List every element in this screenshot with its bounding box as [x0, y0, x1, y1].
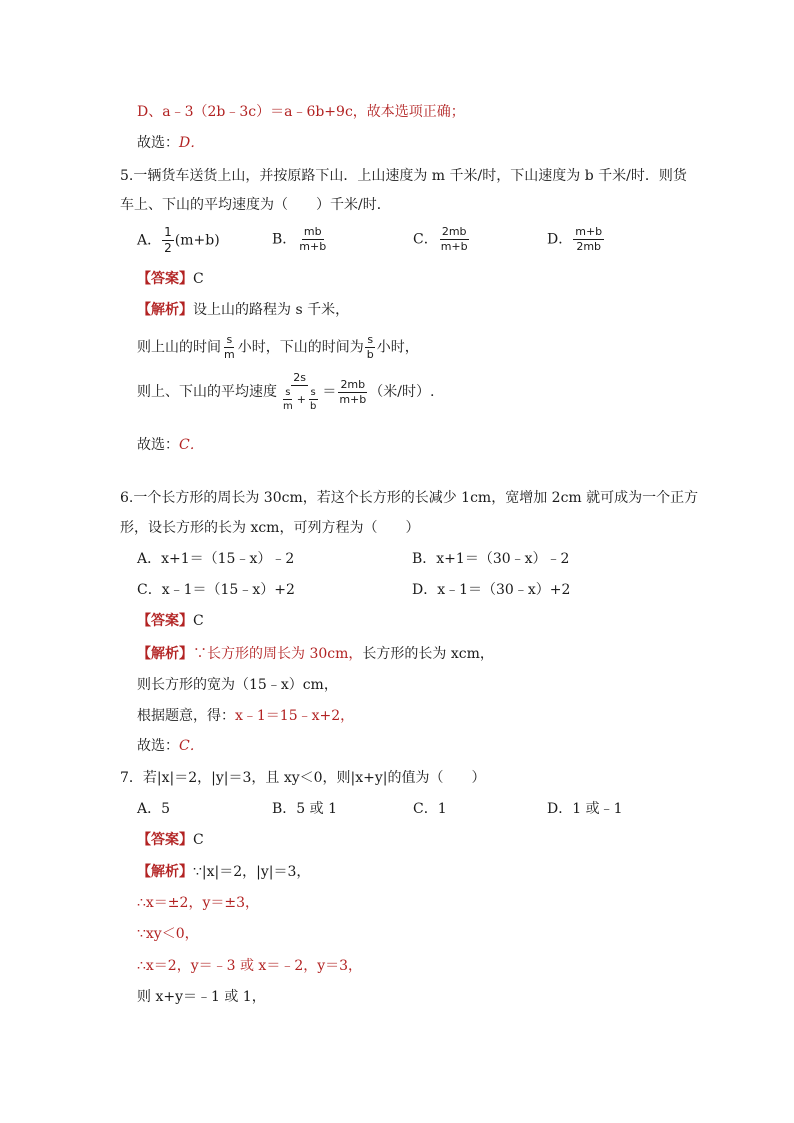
q6-analysis-2: 则长方形的宽为（15﹣x）cm，	[137, 677, 338, 693]
q5-analysis-3: 则上、下山的平均速度 2s $\frac{s}{m}$ + $\frac{s}{b}$ ＝ $\frac{2mb}{m+b}$ （米/时）.	[137, 371, 435, 412]
q7-analysis-4: ∴x＝2，y＝﹣3 或 x＝﹣2，y＝3，	[137, 958, 363, 974]
q6-analysis-1: 【解析】∵长方形的周长为 30cm，长方形的长为 xcm，	[137, 646, 494, 662]
q5-option-a: A． $\frac{1}{2}$ (m+b)	[137, 225, 220, 255]
q7-option-a: A．5	[137, 801, 171, 817]
q6-option-c: C．x﹣1＝（15﹣x）+2	[137, 582, 295, 598]
q5-option-c: C． $\frac{2mb}{m+b}$	[413, 225, 468, 253]
q7-analysis-2: ∴x＝±2，y＝±3，	[137, 895, 259, 911]
q5-choose-line: 故选：C．	[137, 437, 204, 453]
q7-analysis-3: ∵xy＜0，	[137, 926, 199, 942]
q6-stem-line2: 形，设长方形的长为 xcm，可列方程为（ ）	[120, 520, 420, 536]
q5-option-d-fraction: $\frac{m+b}{2mb}$	[575, 225, 603, 253]
q5-answer: 【答案】C	[137, 271, 204, 287]
q5-option-c-fraction: $\frac{2mb}{m+b}$	[440, 225, 468, 253]
q6-analysis-3: 根据题意，得：x﹣1＝15﹣x+2，	[137, 708, 355, 724]
q5-option-d: D． $\frac{m+b}{2mb}$	[547, 225, 603, 253]
q4-option-d-line: D、a﹣3（2b﹣3c）＝a﹣6b+9c，故本选项正确；	[137, 104, 465, 120]
q4-choose-line: 故选：D．	[137, 135, 205, 151]
q6-stem-line1: 6.一个长方形的周长为 30cm，若这个长方形的长减少 1cm，宽增加 2cm 就可成为一个正方	[120, 490, 699, 506]
q6-choose-line: 故选：C．	[137, 738, 204, 754]
q5-stem-line1: 5.一辆货车送货上山，并按原路下山．上山速度为 m 千米/时，下山速度为 b 千米/时．则货	[120, 168, 687, 184]
q5-option-a-fraction: $\frac{1}{2}$	[164, 225, 172, 255]
q5-option-b-fraction: $\frac{mb}{m+b}$	[299, 225, 327, 253]
q6-option-d: D．x﹣1＝（30﹣x）+2	[412, 582, 571, 598]
q7-analysis-5: 则 x+y＝﹣1 或 1，	[137, 989, 266, 1005]
q5-analysis-1: 【解析】设上山的路程为 s 千米，	[137, 302, 350, 318]
q5-average-speed-fraction: 2s $\frac{s}{m}$ + $\frac{s}{b}$	[283, 371, 317, 412]
q5-option-b: B． $\frac{mb}{m+b}$	[272, 225, 327, 253]
q7-stem: 7．若|x|＝2，|y|＝3，且 xy＜0，则|x+y|的值为（ ）	[120, 770, 486, 786]
q6-option-a: A．x+1＝（15﹣x）﹣2	[137, 551, 295, 567]
q6-answer: 【答案】C	[137, 613, 204, 629]
q7-option-d: D．1 或﹣1	[547, 801, 623, 817]
q6-option-b: B．x+1＝（30﹣x）﹣2	[412, 551, 570, 567]
q7-answer: 【答案】C	[137, 832, 204, 848]
q7-option-b: B．5 或 1	[272, 801, 338, 817]
q7-option-c: C．1	[413, 801, 447, 817]
q7-analysis-1: 【解析】∵|x|＝2，|y|＝3，	[137, 864, 311, 880]
q5-stem-line2: 车上、下山的平均速度为（ ）千米/时．	[120, 197, 391, 213]
q5-analysis-2: 则上山的时间 $\frac{s}{m}$ 小时，下山的时间为 $\frac{s}{b}$ 小时，	[137, 333, 419, 361]
